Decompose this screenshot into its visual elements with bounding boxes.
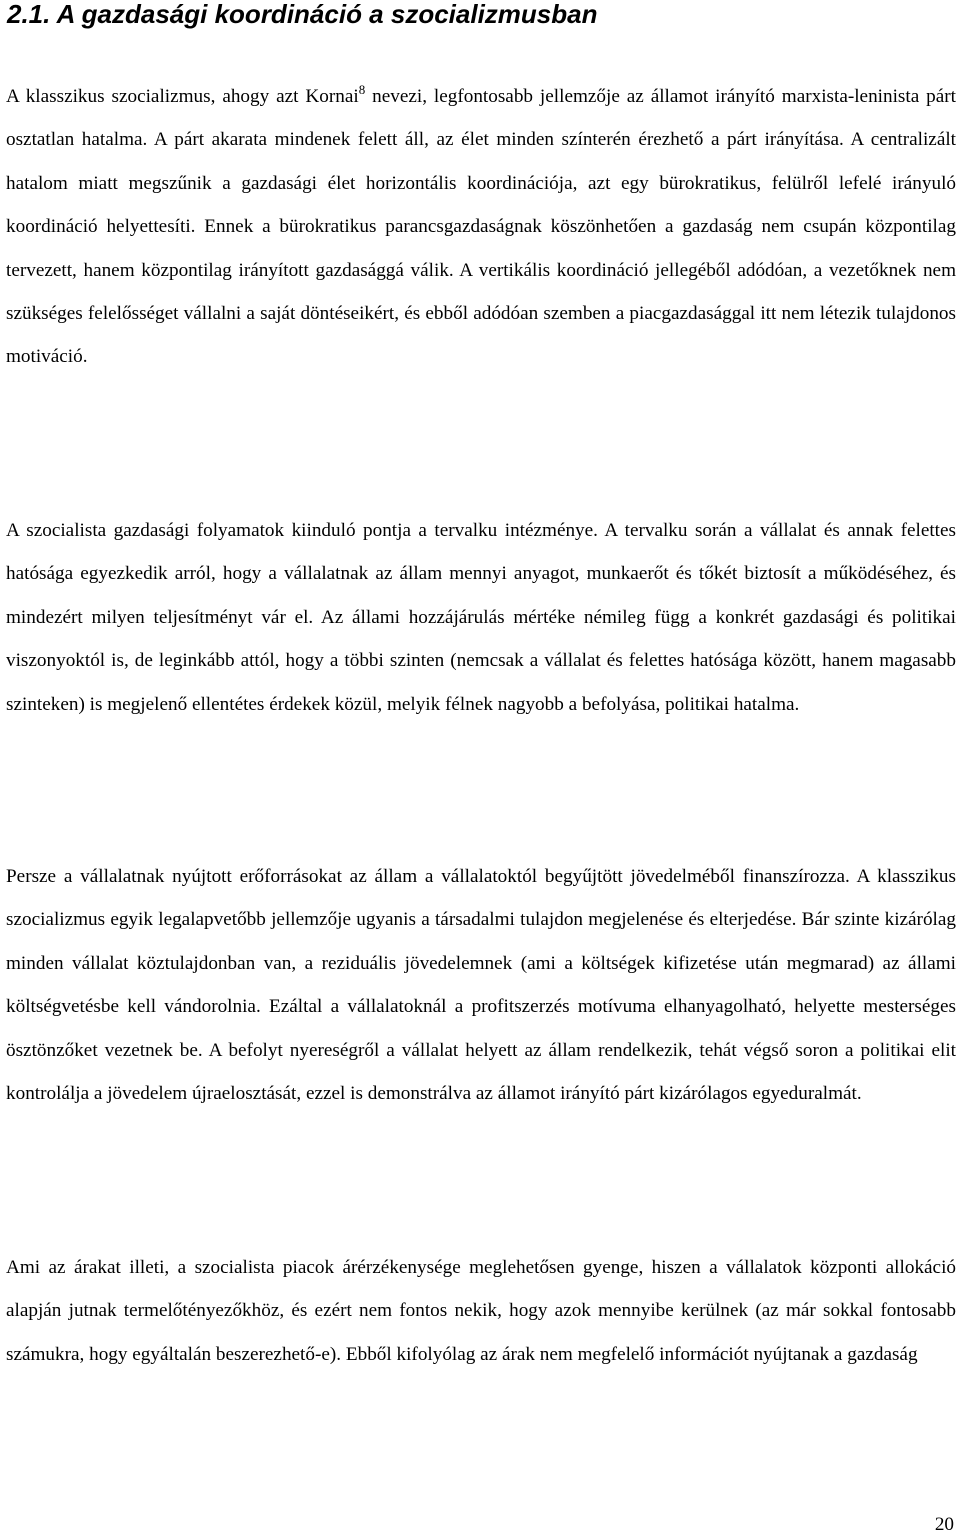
paragraph-state-financing: Persze a vállalatnak nyújtott erőforrásokat az állam a vállalatoktól begyűjtött jövedelméből finanszírozza. A klasszikus szocializmus egyik legalapvetőbb jellemzője ugyanis a társadalmi tulajdon megjelenése és elterjedése. Bár szinte kizárólag minden vállalat köztulajdonban van, a reziduális jövedelemnek (ami a költségek kifizetése után megmarad) az állami költségvetésbe kell vándorolnia. Ezáltal a vállalatoknál a profitszerzés motívuma elhanyagolható, helyette mesterséges ösztönzőket vezetnek be. A befolyt nyereségről a vállalat helyett az állam rendelkezik, tehát végső soron a politikai elit kontrolálja a jövedelem újraelosztását, ezzel is demonstrálva az államot irányító párt kizárólagos egyeduralmát. [6, 866, 956, 1105]
paragraph-prices: Ami az árakat illeti, a szocialista piacok árérzékenysége meglehetősen gyenge, hiszen a vállalatok központi allokáció alapján jutnak termelőtényezőkhöz, és ezért nem fontos nekik, hogy azok mennyibe kerülnek (az már sokkal fontosabb számukra, hogy egyáltalán beszerezhető-e). Ebből kifolyólag az árak nem megfelelő információt nyújtanak a gazdaság [6, 1257, 956, 1365]
paragraph-text-part: A klasszikus szocializmus, ahogy azt Kornai [6, 86, 359, 107]
section-heading: 2.1. A gazdasági koordináció a szocializmusban [7, 0, 598, 29]
paragraph-classical-socialism [6, 75, 956, 379]
footnote-reference[interactable]: 8 [358, 82, 366, 97]
page-number: 20 [934, 1514, 954, 1535]
paragraph-plan-bargaining: A szocialista gazdasági folyamatok kiinduló pontja a tervalku intézménye. A tervalku során a vállalat és annak felettes hatósága egyezkedik arról, hogy a vállalatnak az állam mennyi anyagot, munkaerőt és tőkét biztosít a működéséhez, és mindezért milyen teljesítményt vár el. Az állami hozzájárulás mértéke némileg függ a konkrét gazdasági és politikai viszonyoktól is, de leginkább attól, hogy a többi szinten (nemcsak a vállalat és felettes hatósága között, hanem magasabb szinteken) is megjelenő ellentétes érdekek közül, melyik félnek nagyobb a befolyása, politikai hatalma. [6, 520, 956, 715]
paragraph-text-part: nevezi, legfontosabb jellemzője az államot irányító marxista-leninista párt osztatlan hatalma. A párt akarata mindenek felett áll, az élet minden színterén érezhető a párt irányítása. A centralizált hatalom miatt megszűnik a gazdasági élet horizontális koordinációja, azt egy bürokratikus, felülről lefelé irányuló koordináció helyettesíti. Ennek a bürokratikus parancsgazdaságnak köszönhetően a gazdaság nem csupán központilag tervezett, hanem központilag irányított gazdasággá válik. A vertikális koordináció jellegéből adódóan, a vezetőknek nem szükséges felelősséget vállalni a saját döntéseikért, és ebből adódóan szemben a piacgazdasággal itt nem létezik tulajdonos motiváció. [6, 86, 956, 368]
